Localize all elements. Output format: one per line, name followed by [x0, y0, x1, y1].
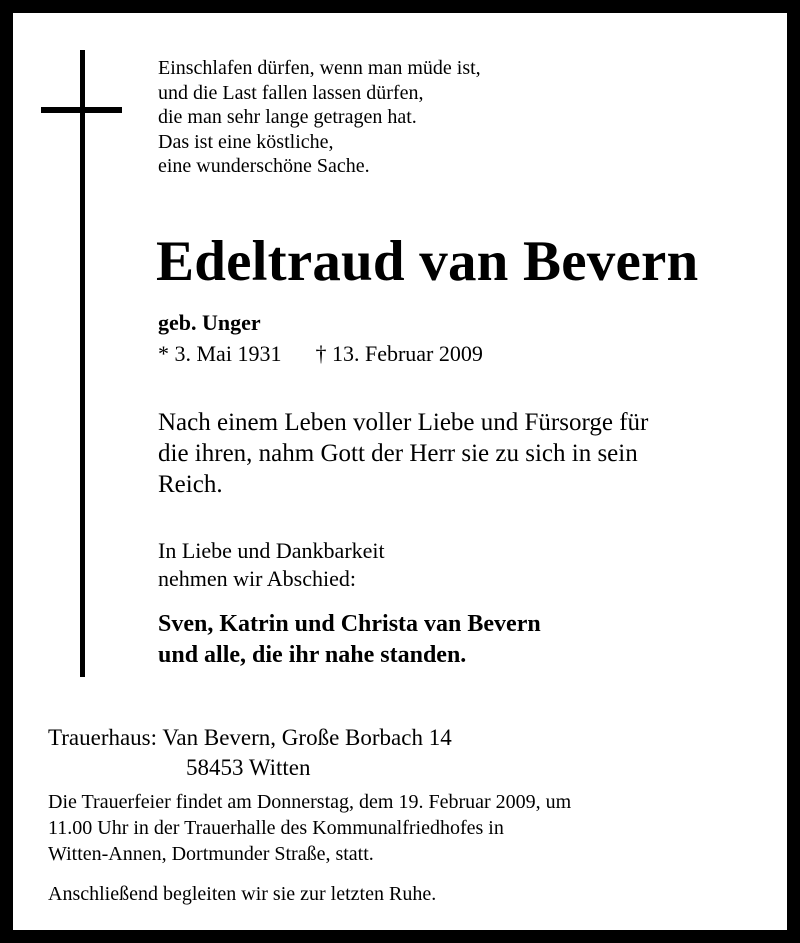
poem-line: und die Last fallen lassen dürfen, [158, 81, 424, 104]
ceremony-info [48, 789, 571, 867]
life-text-line: Reich. [158, 471, 223, 498]
signers [158, 609, 541, 671]
mourning-house-address [48, 723, 452, 783]
poem-line: Einschlafen dürfen, wenn man müde ist, [158, 57, 481, 79]
signers-line: Sven, Katrin und Christa van Bevern [158, 611, 541, 637]
cross-horizontal-bar [41, 107, 122, 113]
deceased-name: Edeltraud van Bevern [156, 230, 699, 293]
closing-text: Anschließend begleiten wir sie zur letzten Ruhe. [48, 883, 437, 905]
poem-line: die man sehr lange getragen hat. [158, 106, 417, 128]
ceremony-line: 11.00 Uhr in der Trauerhalle des Kommunalfriedhofes in [48, 817, 504, 839]
signers-line: und alle, die ihr nahe standen. [158, 642, 467, 668]
life-text-line: Nach einem Leben voller Liebe und Fürsorge für [158, 409, 649, 436]
birth-date: * 3. Mai 1931 [158, 341, 282, 366]
farewell-text [158, 537, 385, 593]
farewell-line: In Liebe und Dankbarkeit [158, 538, 385, 563]
address-city: 58453 Witten [186, 755, 311, 780]
farewell-line: nehmen wir Abschied: [158, 566, 356, 591]
cross-vertical-bar [80, 50, 85, 677]
address-line: Trauerhaus: Van Bevern, Große Borbach 14 [48, 725, 452, 750]
ceremony-line: Witten-Annen, Dortmunder Straße, statt. [48, 843, 374, 865]
maiden-name: geb. Unger [158, 310, 261, 335]
ceremony-line: Die Trauerfeier findet am Donnerstag, dem 19. Februar 2009, um [48, 791, 572, 813]
life-dates [158, 340, 483, 368]
poem [158, 56, 481, 179]
poem-line: Das ist eine köstliche, [158, 130, 334, 153]
life-text-line: die ihren, nahm Gott der Herr sie zu sich in sein [158, 440, 638, 467]
life-text [158, 407, 648, 500]
death-date: † 13. Februar 2009 [315, 341, 483, 366]
poem-line: eine wunderschöne Sache. [158, 155, 370, 177]
